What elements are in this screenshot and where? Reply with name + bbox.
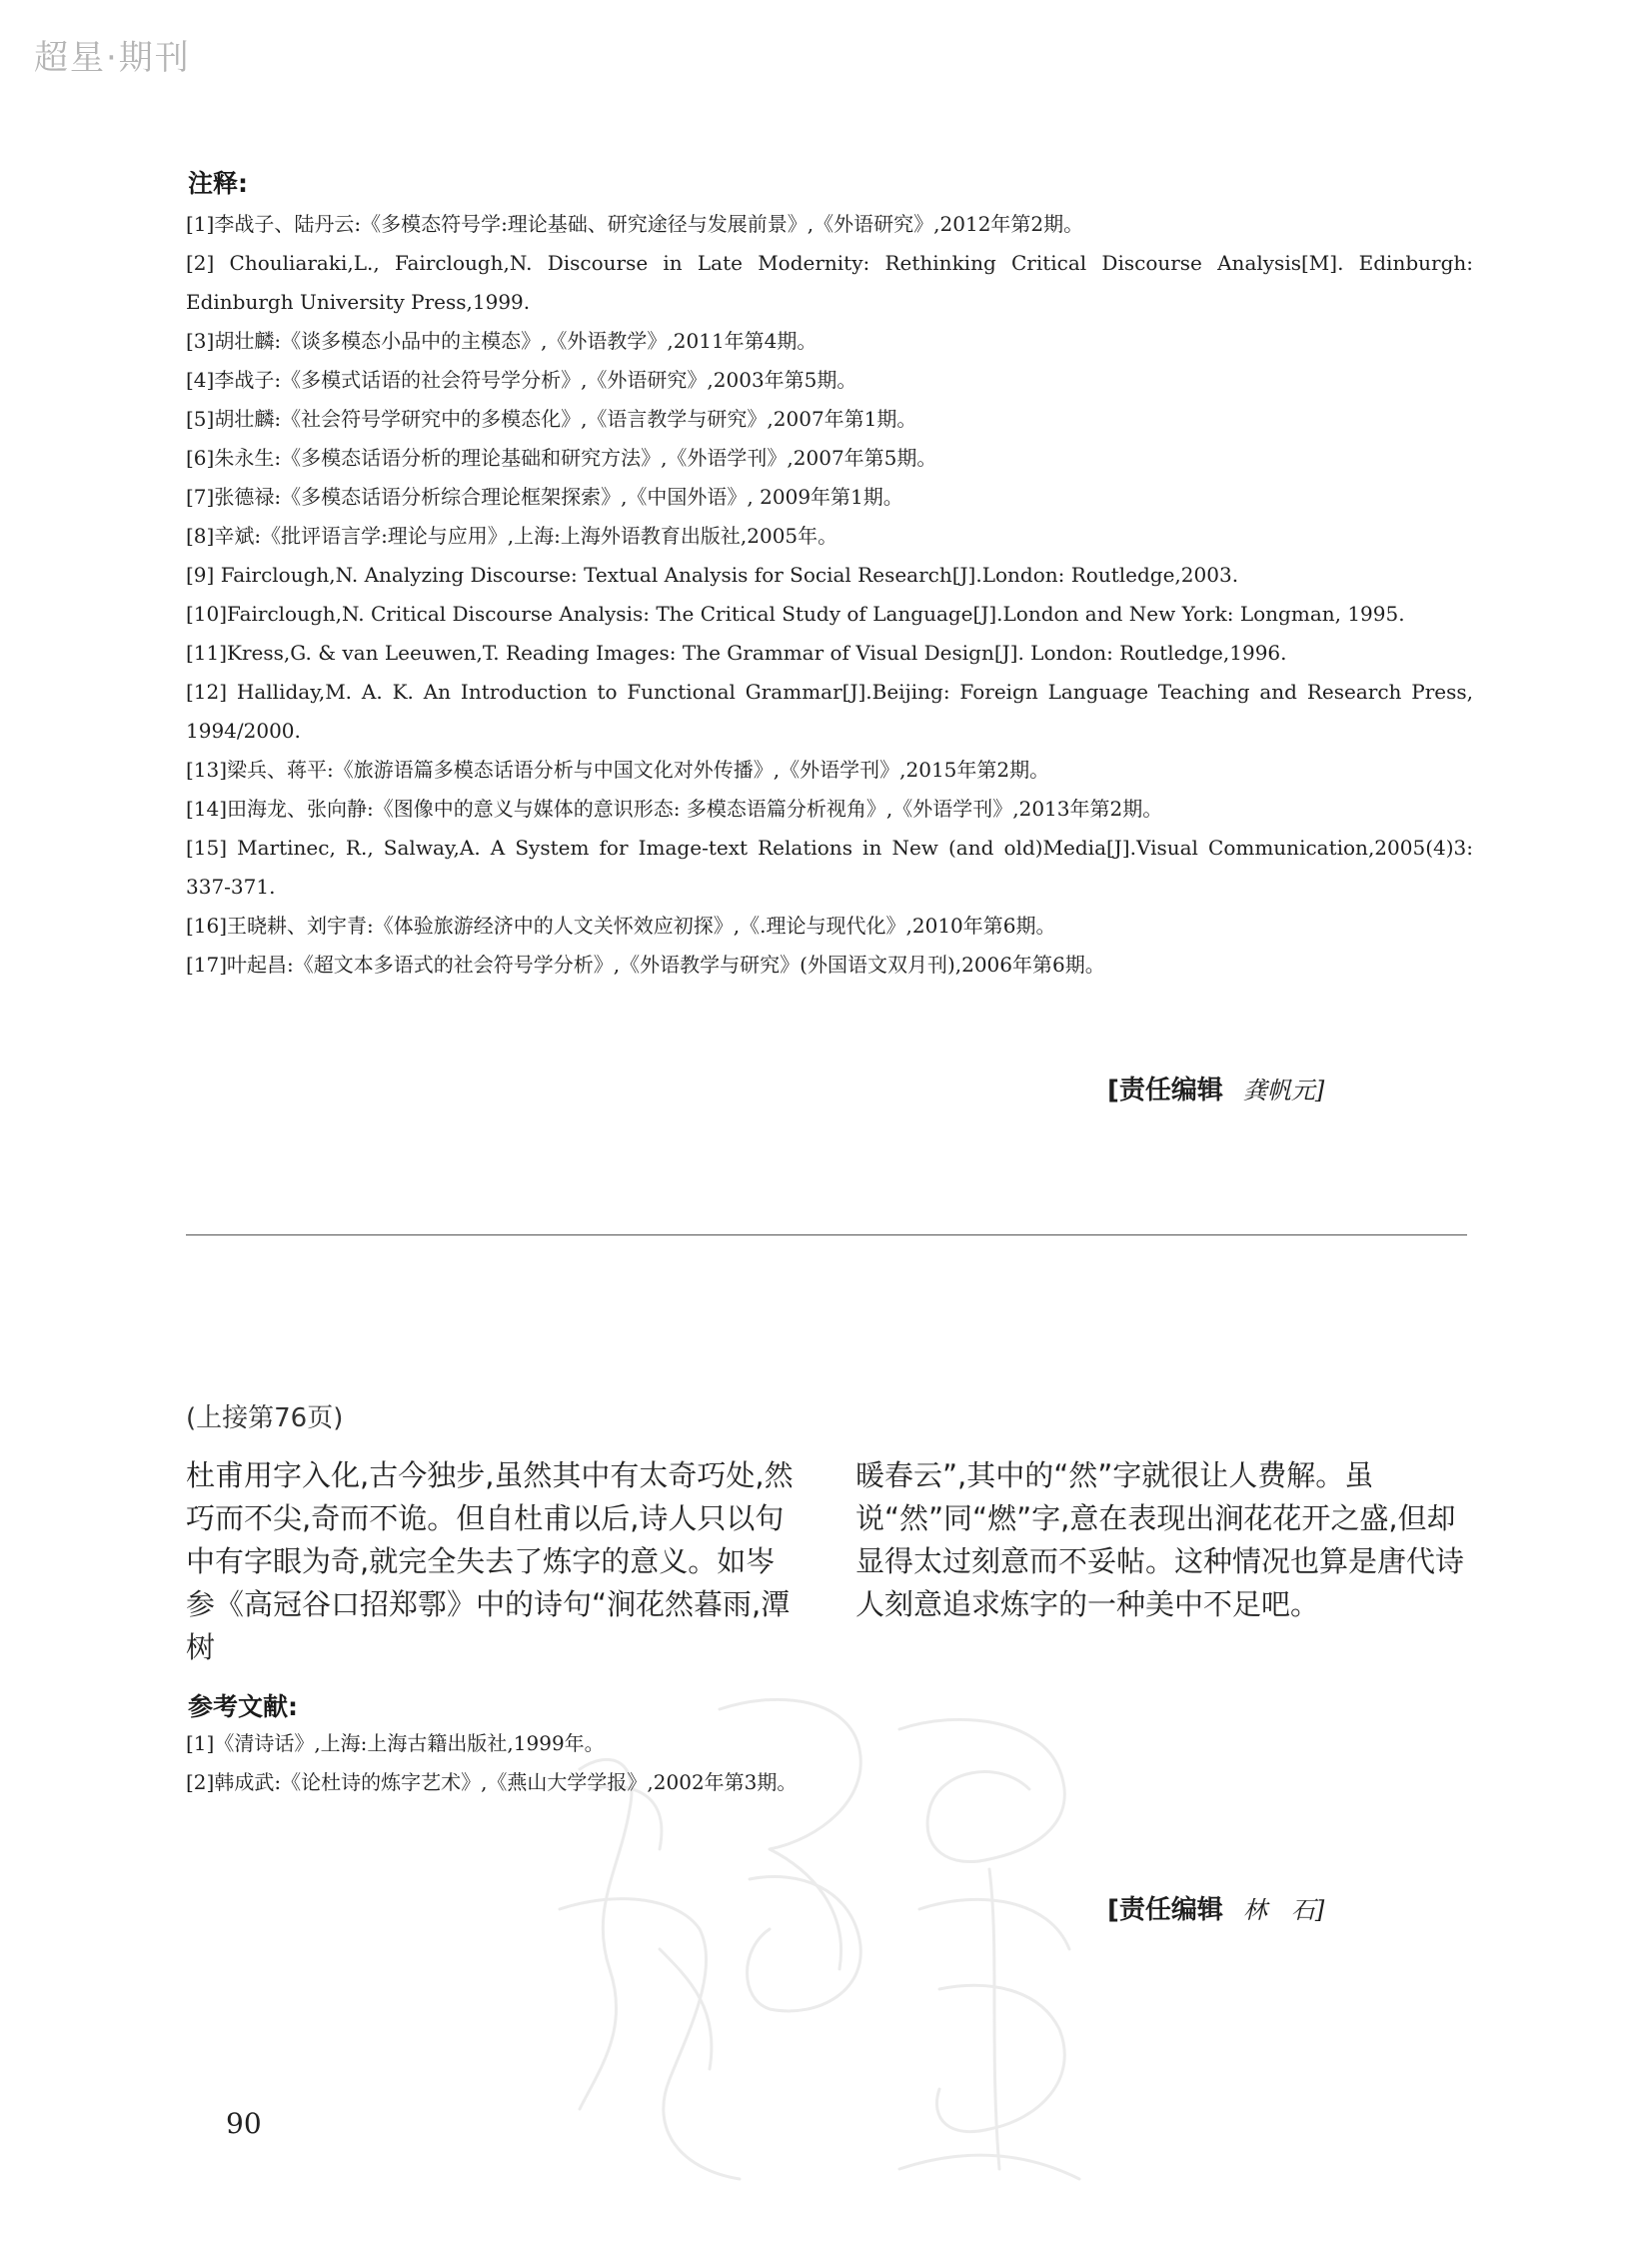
note-item: [7]张德禄:《多模态话语分析综合理论框架探索》,《中国外语》, 2009年第1期。	[186, 485, 903, 509]
editor-name: 龚帆元]	[1242, 1077, 1325, 1105]
editor-label: [责任编辑	[1107, 1076, 1223, 1106]
reference-item: [1]《清诗话》,上海:上海古籍出版社,1999年。	[186, 1731, 605, 1755]
note-item: [9] Fairclough,N. Analyzing Discourse: Textual Analysis for Social Research[J].London: Routledge,2003.	[186, 563, 1239, 587]
reference-item: [2]韩成武:《论杜诗的炼字艺术》,《燕山大学学报》,2002年第3期。	[186, 1770, 798, 1794]
editor-label: [责任编辑	[1107, 1895, 1223, 1925]
note-item: [5]胡壮麟:《社会符号学研究中的多模态化》,《语言教学与研究》,2007年第1期。	[186, 407, 917, 431]
note-item: [15] Martinec, R., Salway,A. A System for Image-text Relations in New (and old)Media[J].Visual Communication,2005(4)3: 337-371.	[186, 836, 1473, 899]
note-item: [4]李战子:《多模式话语的社会符号学分析》,《外语研究》,2003年第5期。	[186, 368, 857, 392]
note-item: [6]朱永生:《多模态话语分析的理论基础和研究方法》,《外语学刊》,2007年第5期。	[186, 446, 937, 470]
references-heading: 参考文献:	[188, 1692, 298, 1721]
note-item: [16]王晓耕、刘宇青:《体验旅游经济中的人文关怀效应初探》,《.理论与现代化》,2010年第6期。	[186, 914, 1056, 938]
note-item: [17]叶起昌:《超文本多语式的社会符号学分析》,《外语教学与研究》(外国语文双月刊),2006年第6期。	[186, 953, 1105, 977]
note-item: [14]田海龙、张向静:《图像中的意义与媒体的意识形态: 多模态语篇分析视角》,《外语学刊》,2013年第2期。	[186, 797, 1163, 821]
references-list	[186, 1724, 797, 1802]
note-item: [13]梁兵、蒋平:《旅游语篇多模态话语分析与中国文化对外传播》,《外语学刊》,2015年第2期。	[186, 758, 1050, 782]
section-divider	[186, 1234, 1467, 1235]
responsible-editor-2	[1107, 1889, 1324, 1926]
editor-name: 林 石]	[1242, 1896, 1325, 1924]
page-number: 90	[226, 2107, 262, 2140]
note-item: [2] Chouliaraki,L., Fairclough,N. Discourse in Late Modernity: Rethinking Critical Discourse Analysis[M]. Edinburgh: Edinburgh University Press,1999.	[186, 251, 1473, 314]
note-item: [10]Fairclough,N. Critical Discourse Analysis: The Critical Study of Language[J].London and New York: Longman, 1995.	[186, 602, 1405, 626]
note-item: [12] Halliday,M. A. K. An Introduction to Functional Grammar[J].Beijing: Foreign Language Teaching and Research Press, 1994/2000.	[186, 680, 1473, 743]
body-text-left-column: 杜甫用字入化,古今独步,虽然其中有太奇巧处,然巧而不尖,奇而不诡。但自杜甫以后,诗人只以句中有字眼为奇,就完全失去了炼字的意义。如岑参《高冠谷口招郑鄠》中的诗句“涧花然暮雨,潭树	[186, 1458, 794, 1664]
chaoxing-journal-logo: 超星·期刊	[34, 38, 191, 78]
notes-list	[186, 205, 1473, 985]
note-item: [11]Kress,G. & van Leeuwen,T. Reading Images: The Grammar of Visual Design[J]. London: Routledge,1996.	[186, 641, 1287, 665]
note-item: [3]胡壮麟:《谈多模态小品中的主模态》,《外语教学》,2011年第4期。	[186, 329, 818, 353]
notes-heading: 注释:	[188, 169, 248, 198]
note-item: [1]李战子、陆丹云:《多模态符号学:理论基础、研究途径与发展前景》,《外语研究》,2012年第2期。	[186, 212, 1084, 236]
responsible-editor-1	[1107, 1070, 1324, 1107]
continuation-label: (上接第76页)	[186, 1403, 344, 1433]
note-item: [8]辛斌:《批评语言学:理论与应用》,上海:上海外语教育出版社,2005年。	[186, 524, 838, 548]
body-text-right-column: 暖春云”,其中的“然”字就很让人费解。虽说“然”同“燃”字,意在表现出涧花花开之盛,但却显得太过刻意而不妥帖。这种情况也算是唐代诗人刻意追求炼字的一种美中不足吧。	[855, 1458, 1465, 1621]
